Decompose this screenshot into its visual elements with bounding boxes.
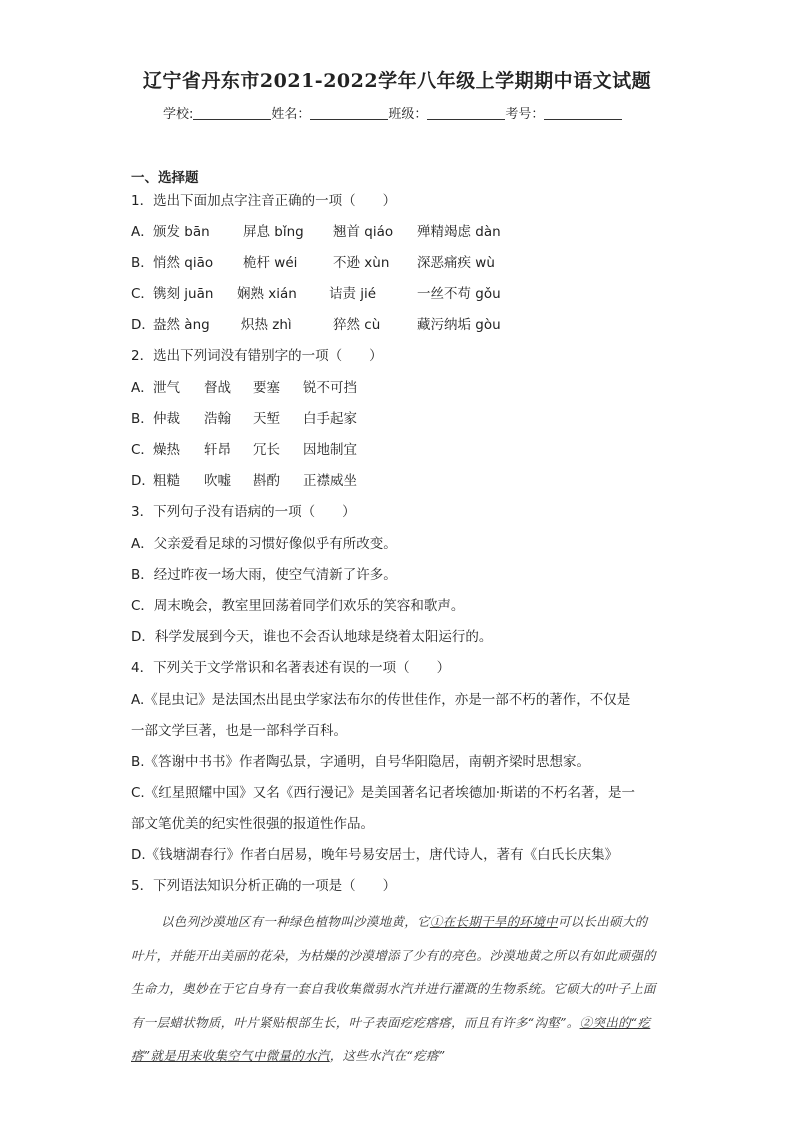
option-letter: B． <box>131 411 154 427</box>
name-label: 姓名： <box>271 107 311 122</box>
option-item: 粗糙 <box>153 473 180 489</box>
question-2-option-b <box>131 410 357 428</box>
question-3-option-c: C．周末晚会，教室里回荡着同学们欢乐的笑容和歌声。 <box>131 598 465 614</box>
passage-text: 可以长出硕大的叶片，并能开出美丽的花朵，为枯燥的沙漠增添了少有的亮色。沙漠地黄之所以有如此顽强的生命力，奥妙在于它自身有一套自我收集微弱水汽并进行灌溉的生物系统。它硕大的叶子上面有一层蜡状物质，叶片紧贴根部生长，叶子表面疙疙瘩瘩，而且有许多“沟壑”。 <box>131 914 656 1030</box>
option-item: 斟酌 <box>253 473 280 489</box>
option-item: 深恶痛疾 wù <box>417 255 495 271</box>
question-5-passage <box>131 905 659 1073</box>
option-item: 不逊 xùn <box>333 255 390 271</box>
question-3-stem: 3．下列句子没有语病的一项（ ） <box>131 504 356 520</box>
option-letter: C． <box>131 442 154 458</box>
school-blank[interactable] <box>193 106 271 120</box>
question-2-option-a <box>131 379 357 397</box>
option-item: 吹嘘 <box>204 473 231 489</box>
passage-text: ，这些水汽在“疙瘩” <box>329 1048 446 1063</box>
option-item: 天堑 <box>253 411 280 427</box>
page-title: 辽宁省丹东市2021-2022学年八年级上学期期中语文试题 <box>142 70 652 92</box>
option-item: 悄然 qiāo <box>153 255 214 271</box>
question-4-stem: 4．下列关于文学常识和名著表述有误的一项（ ） <box>131 660 451 676</box>
option-item: 燥热 <box>153 442 180 458</box>
underlined-phrase-2: ②突出的“疙瘩”就是用来收集空气中微量的水汽 <box>131 1014 651 1063</box>
option-item: 锐不可挡 <box>303 380 357 396</box>
question-4-option-c-line-2: 部文笔优美的纪实性很强的报道性作品。 <box>131 816 374 832</box>
question-3-option-d: D．科学发展到今天，谁也不会否认地球是绕着太阳运行的。 <box>131 629 493 645</box>
name-blank[interactable] <box>310 106 388 120</box>
option-item: 颁发 bān <box>153 224 210 240</box>
option-item: 屏息 bǐng <box>243 224 304 240</box>
option-item: 白手起家 <box>303 411 357 427</box>
school-label: 学校: <box>163 107 194 122</box>
question-4-option-a-line-2: 一部文学巨著，也是一部科学百科。 <box>131 723 347 739</box>
option-item: 娴熟 xián <box>237 286 297 302</box>
student-info-line <box>163 103 622 122</box>
option-item: 桅杆 wéi <box>243 255 298 271</box>
question-2-option-c <box>131 441 357 459</box>
class-blank[interactable] <box>427 106 505 120</box>
question-1-option-c <box>131 285 501 303</box>
option-letter: B． <box>131 255 154 271</box>
option-item: 猝然 cù <box>333 317 381 333</box>
question-1-option-d <box>131 316 501 334</box>
passage-text: 以色列沙漠地区有一种绿色植物叫沙漠地黄，它 <box>161 914 430 929</box>
option-item: 要塞 <box>253 380 280 396</box>
option-item: 浩翰 <box>204 411 231 427</box>
option-item: 盎然 àng <box>153 317 210 333</box>
option-item: 仲裁 <box>153 411 180 427</box>
class-label: 班级： <box>388 107 428 122</box>
question-3-option-b: B．经过昨夜一场大雨，使空气清新了许多。 <box>131 567 397 583</box>
option-letter: C． <box>131 286 154 302</box>
question-4-option-d: D.《钱塘湖春行》作者白居易，晚年号易安居士，唐代诗人，著有《白氏长庆集》 <box>131 847 619 863</box>
question-4-option-a-line-1: A.《昆虫记》是法国杰出昆虫学家法布尔的传世佳作，亦是一部不朽的著作，不仅是 <box>131 692 631 708</box>
option-letter: D． <box>131 473 155 489</box>
option-item: 轩昂 <box>204 442 231 458</box>
option-item: 一丝不苟 gǒu <box>417 286 501 302</box>
option-letter: A． <box>131 224 154 240</box>
question-1-stem: 1．选出下面加点字注音正确的一项（ ） <box>131 193 397 209</box>
question-1-option-a <box>131 223 501 241</box>
question-3-option-a: A．父亲爱看足球的习惯好像似乎有所改变。 <box>131 536 397 552</box>
option-item: 藏污纳垢 gòu <box>417 317 501 333</box>
question-2-stem: 2．选出下列词没有错别字的一项（ ） <box>131 348 383 364</box>
option-item: 正襟威坐 <box>303 473 357 489</box>
option-item: 翘首 qiáo <box>333 224 394 240</box>
option-item: 冗长 <box>253 442 280 458</box>
option-item: 督战 <box>204 380 231 396</box>
question-1-option-b <box>131 254 495 272</box>
question-4-option-b: B.《答谢中书书》作者陶弘景，字通明，自号华阳隐居，南朝齐梁时思想家。 <box>131 754 591 770</box>
option-letter: D． <box>131 317 155 333</box>
option-item: 殚精竭虑 dàn <box>417 224 501 240</box>
option-item: 泄气 <box>153 380 180 396</box>
option-item: 炽热 zhì <box>241 317 292 333</box>
option-item: 因地制宜 <box>303 442 357 458</box>
number-label: 考号： <box>505 107 545 122</box>
section-title: 一、选择题 <box>131 170 199 186</box>
option-letter: A． <box>131 380 154 396</box>
question-2-option-d <box>131 472 357 490</box>
option-item: 镌刻 juān <box>153 286 214 302</box>
option-item: 诘责 jié <box>329 286 377 302</box>
underlined-phrase-1: ①在长期干旱的环境中 <box>429 914 558 929</box>
question-5-stem: 5．下列语法知识分析正确的一项是（ ） <box>131 878 397 894</box>
number-blank[interactable] <box>544 106 622 120</box>
question-4-option-c-line-1: C.《红星照耀中国》又名《西行漫记》是美国著名记者埃德加·斯诺的不朽名著，是一 <box>131 785 636 801</box>
